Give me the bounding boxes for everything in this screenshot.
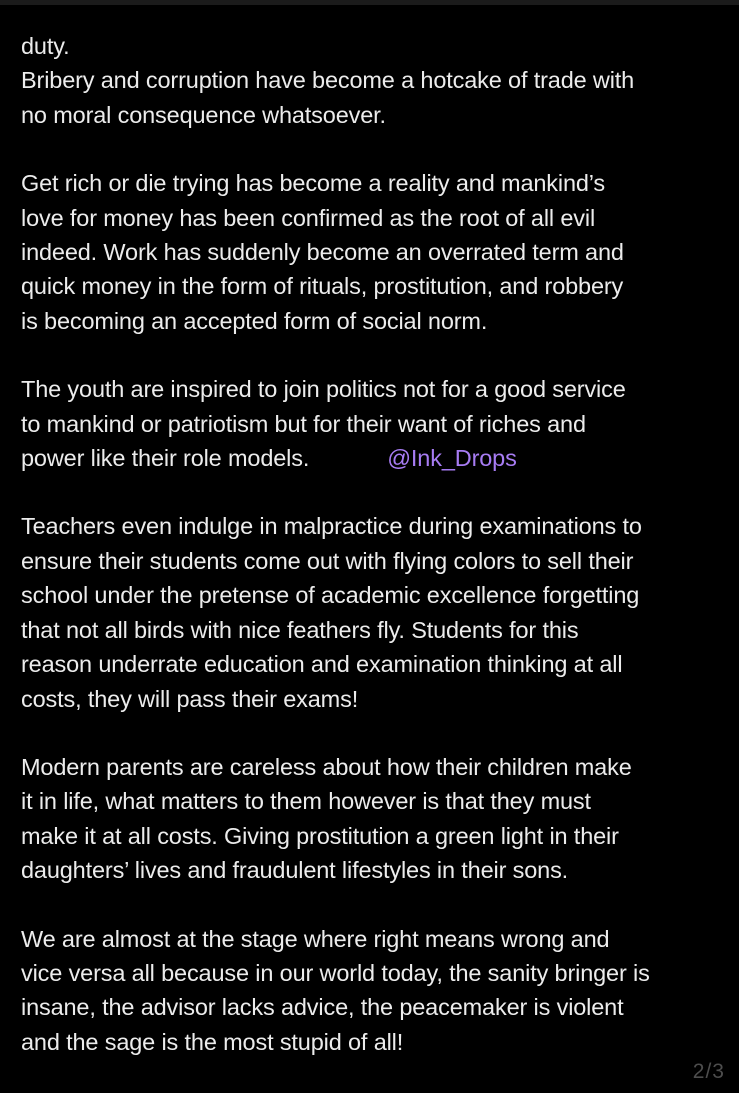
paragraph-4	[21, 509, 726, 715]
text-line: Teachers even indulge in malpractice during examinations to	[21, 513, 642, 540]
text-line: to mankind or patriotism but for their want of riches and	[21, 410, 586, 437]
paragraph-5	[21, 750, 726, 888]
text-line: make it at all costs. Giving prostitution a green light in their	[21, 822, 619, 849]
note-body	[21, 29, 726, 1093]
text-line: ensure their students come out with flying colors to sell their	[21, 547, 634, 574]
text-line: reason underrate education and examination thinking at all	[21, 651, 623, 678]
text-line: We are almost at the stage where right means wrong and	[21, 925, 610, 952]
text-line: power like their role models.	[21, 445, 310, 472]
screen-top-edge	[0, 0, 739, 5]
paragraph-1	[21, 29, 726, 132]
text-line: quick money in the form of rituals, prostitution, and robbery	[21, 273, 624, 300]
text-line: love for money has been confirmed as the root of all evil	[21, 204, 596, 231]
text-line: costs, they will pass their exams!	[21, 685, 359, 712]
text-line: daughters’ lives and fraudulent lifestyles in their sons.	[21, 857, 569, 884]
text-line: and the sage is the most stupid of all!	[21, 1028, 404, 1055]
text-line: is becoming an accepted form of social norm.	[21, 307, 488, 334]
text-line: that not all birds with nice feathers fly. Students for this	[21, 616, 579, 643]
text-line: Bribery and corruption have become a hotcake of trade with	[21, 67, 635, 94]
text-line: vice versa all because in our world today, the sanity bringer is	[21, 959, 650, 986]
text-line: indeed. Work has suddenly become an overrated term and	[21, 239, 624, 266]
paragraph-3	[21, 372, 726, 475]
text-line: Get rich or die trying has become a reality and mankind’s	[21, 170, 606, 197]
text-line-with-handle	[21, 441, 726, 475]
page-indicator: 2/3	[692, 1060, 725, 1083]
paragraph-2	[21, 166, 726, 338]
text-line: it in life, what matters to them however is that they must	[21, 788, 591, 815]
text-line: school under the pretense of academic excellence forgetting	[21, 582, 640, 609]
text-line: The youth are inspired to join politics not for a good service	[21, 376, 626, 403]
text-line: duty.	[21, 33, 70, 59]
text-line: insane, the advisor lacks advice, the peacemaker is violent	[21, 994, 624, 1021]
text-line: no moral consequence whatsoever.	[21, 101, 386, 128]
text-line: Modern parents are careless about how their children make	[21, 753, 632, 780]
author-handle: @Ink_Drops	[387, 445, 517, 472]
paragraph-6	[21, 922, 726, 1060]
